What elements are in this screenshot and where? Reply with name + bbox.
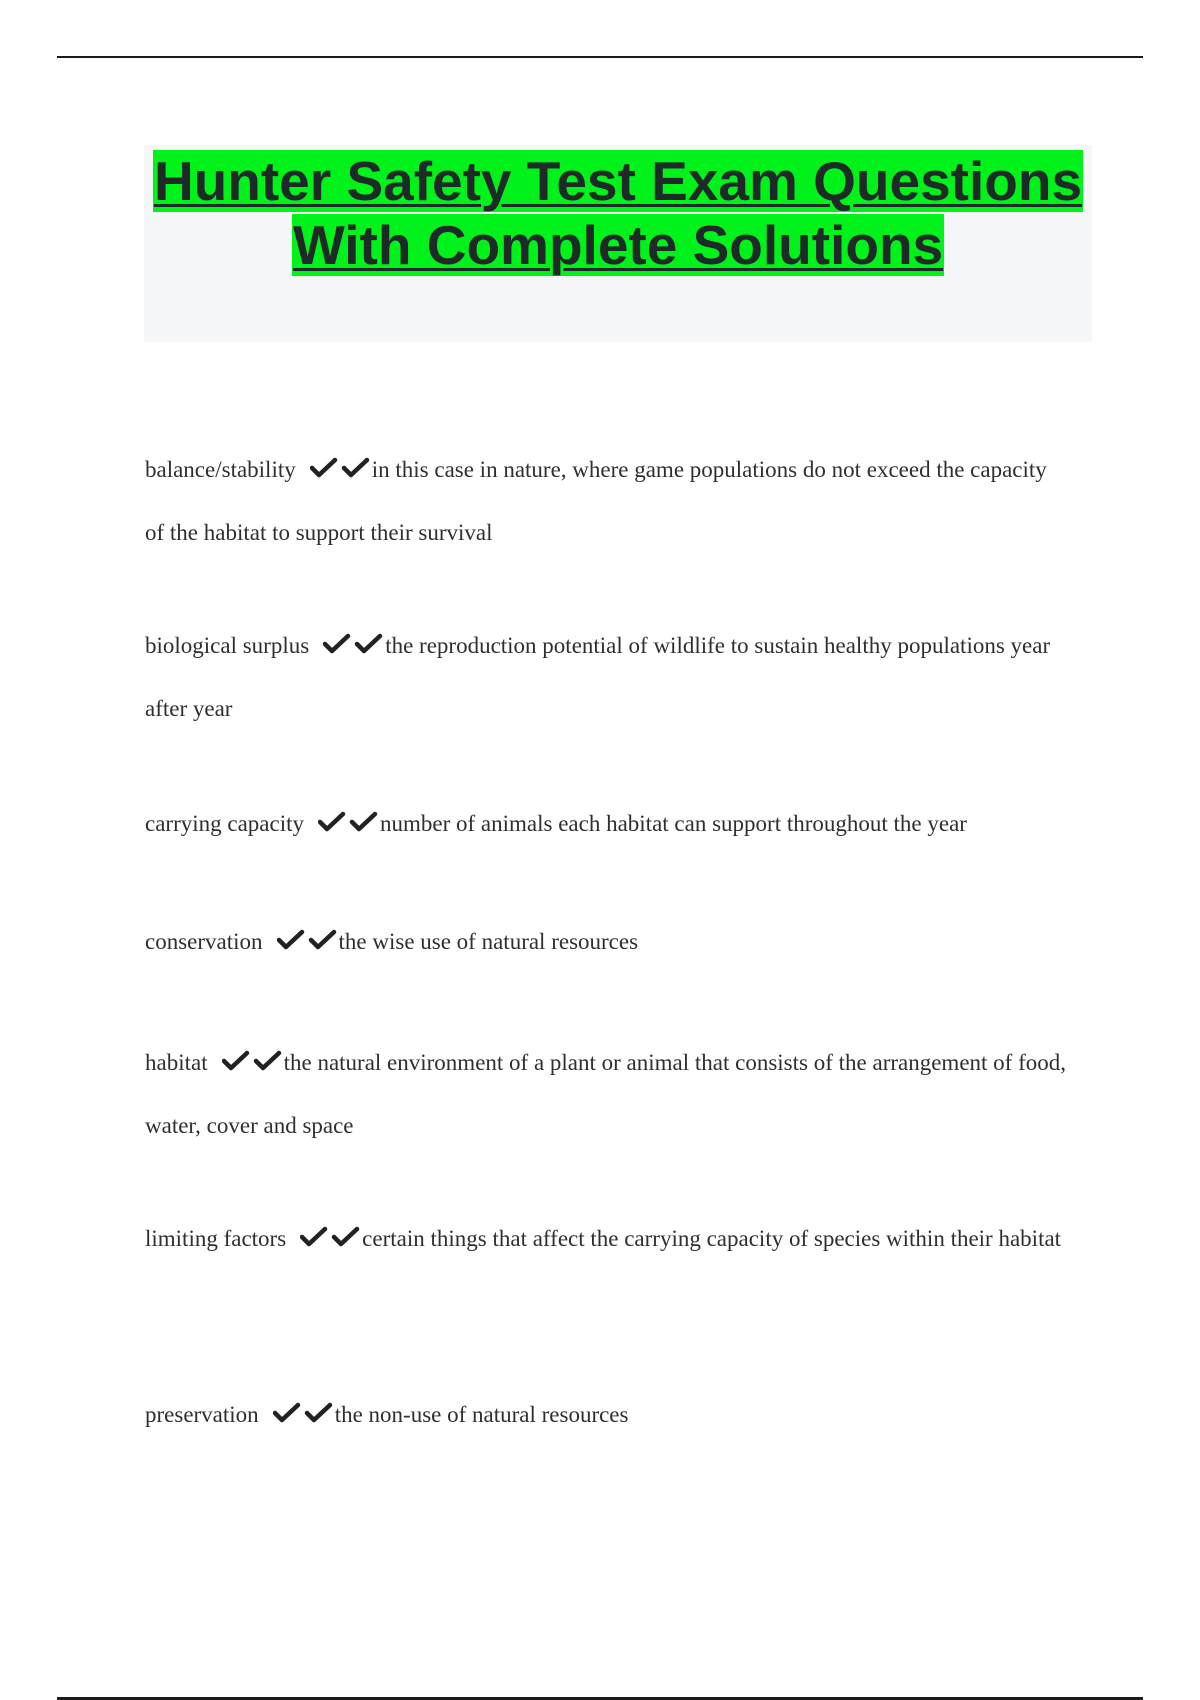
term: conservation bbox=[145, 929, 263, 954]
definition: number of animals each habitat can support throughout the year bbox=[380, 811, 967, 836]
list-item bbox=[145, 1032, 1070, 1156]
list-item bbox=[145, 615, 1070, 739]
term: balance/stability bbox=[145, 457, 296, 482]
term: carrying capacity bbox=[145, 811, 304, 836]
definition: certain things that affect the carrying capacity of species within their habitat bbox=[362, 1226, 1062, 1251]
term: habitat bbox=[145, 1050, 208, 1075]
page-title-text: Hunter Safety Test Exam Questions With Complete Solutions bbox=[153, 150, 1083, 276]
list-item bbox=[145, 793, 1070, 856]
page-title bbox=[144, 145, 1092, 277]
double-check-icon bbox=[310, 441, 370, 502]
double-check-icon bbox=[273, 1386, 333, 1447]
list-item bbox=[145, 1208, 1070, 1271]
term: biological surplus bbox=[145, 633, 310, 658]
list-item bbox=[145, 1384, 1070, 1447]
definition: the wise use of natural resources bbox=[338, 929, 639, 954]
top-rule bbox=[57, 56, 1143, 58]
title-banner bbox=[144, 145, 1092, 342]
definition: the reproduction potential of wildlife to sustain healthy populations year after year bbox=[145, 633, 1051, 721]
list-item bbox=[145, 911, 1070, 974]
double-check-icon bbox=[222, 1034, 282, 1095]
double-check-icon bbox=[323, 617, 383, 678]
term: limiting factors bbox=[145, 1226, 287, 1251]
double-check-icon bbox=[318, 795, 378, 856]
double-check-icon bbox=[300, 1210, 360, 1271]
definition: the non-use of natural resources bbox=[334, 1402, 629, 1427]
list-item bbox=[145, 439, 1070, 563]
definition: the natural environment of a plant or animal that consists of the arrangement of food, water, cover and space bbox=[145, 1050, 1066, 1138]
double-check-icon bbox=[277, 913, 337, 974]
definition: in this case in nature, where game populations do not exceed the capacity of the habitat to support their survival bbox=[145, 457, 1047, 545]
term: preservation bbox=[145, 1402, 259, 1427]
